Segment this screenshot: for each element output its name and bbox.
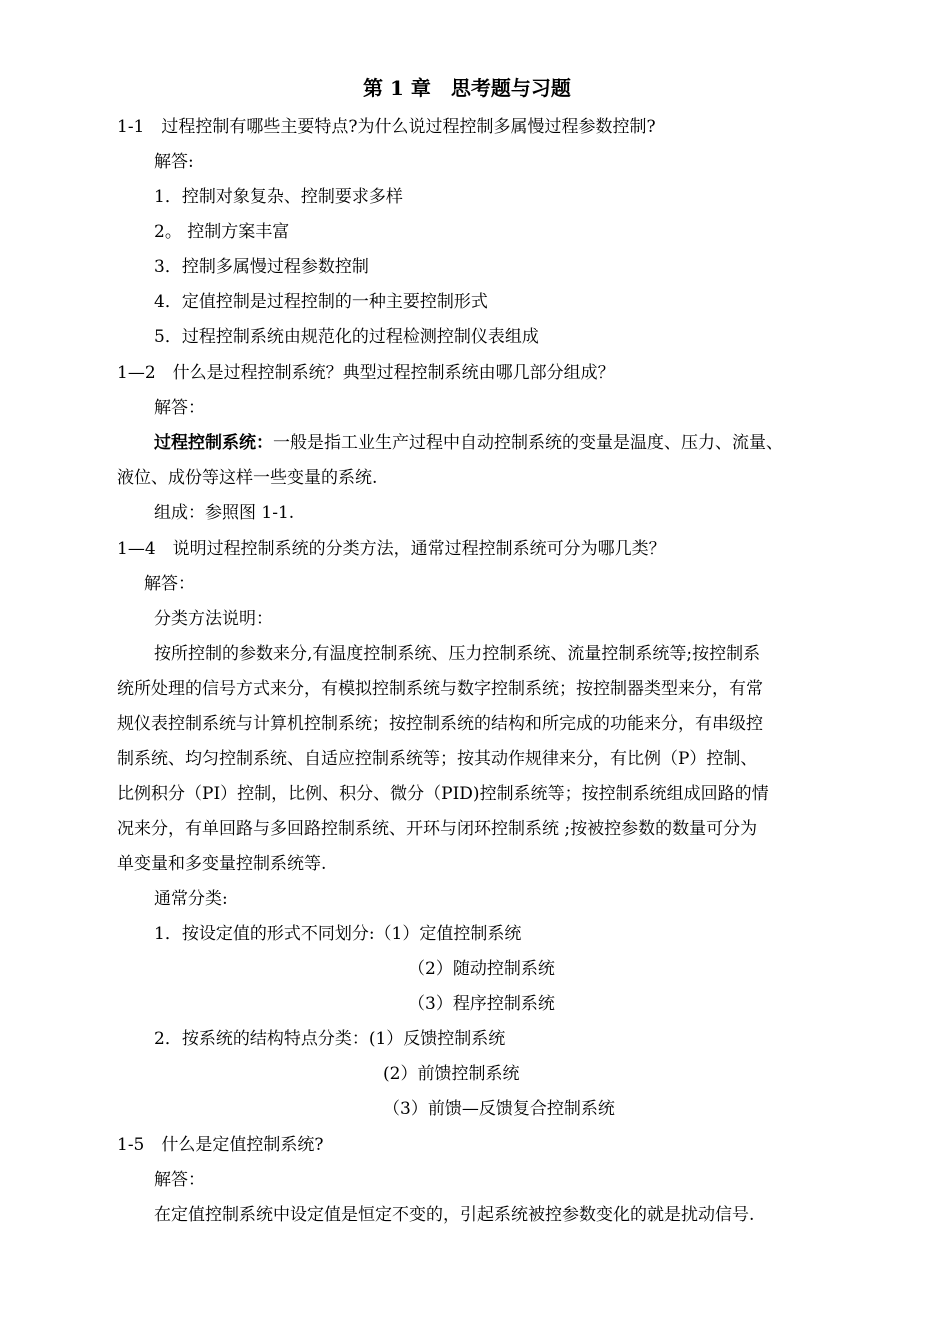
question-1-2: 1—2 什么是过程控制系统？典型过程控制系统由哪几部分组成？	[117, 363, 615, 383]
page-title: 第 1 章 思考题与习题	[363, 76, 571, 100]
answer-label: 解答：	[144, 574, 195, 594]
definition-term: 过程控制系统：	[154, 433, 273, 453]
paragraph-line: 统所处理的信号方式来分，有模拟控制系统与数字控制系统；按控制器类型来分，有常	[117, 679, 763, 699]
question-1-4: 1—4 说明过程控制系统的分类方法，通常过程控制系统可分为哪几类？	[117, 539, 666, 559]
classification-2-item: （3）前馈—反馈复合控制系统	[383, 1099, 615, 1119]
paragraph-line: 单变量和多变量控制系统等.	[117, 854, 327, 874]
question-1-5: 1-5 什么是定值控制系统?	[117, 1135, 324, 1155]
list-item: 4．定值控制是过程控制的一种主要控制形式	[154, 292, 488, 312]
definition-text: 一般是指工业生产过程中自动控制系统的变量是温度、压力、流量、	[273, 433, 783, 453]
classification-1-item: （2）随动控制系统	[408, 959, 555, 979]
answer-text: 在定值控制系统中设定值是恒定不变的，引起系统被控参数变化的就是扰动信号.	[154, 1205, 755, 1225]
paragraph-line: 况来分，有单回路与多回路控制系统、开环与闭环控制系统 ;按被控参数的数量可分为	[117, 819, 758, 839]
classification-1-item: （3）程序控制系统	[408, 994, 555, 1014]
classification-2: 2．按系统的结构特点分类：(1）反馈控制系统	[154, 1029, 506, 1049]
method-label: 分类方法说明：	[154, 609, 273, 629]
definition-line	[154, 431, 783, 455]
answer-label: 解答:	[154, 152, 194, 172]
list-item: 2。 控制方案丰富	[154, 222, 290, 242]
classification-1: 1．按设定值的形式不同划分:（1）定值控制系统	[154, 924, 522, 944]
answer-label: 解答：	[154, 1170, 205, 1190]
list-item: 5．过程控制系统由规范化的过程检测控制仪表组成	[154, 327, 539, 347]
paragraph-line: 比例积分（PI）控制，比例、积分、微分（PID)控制系统等；按控制系统组成回路的情	[117, 784, 769, 804]
paragraph-line: 规仪表控制系统与计算机控制系统；按控制系统的结构和所完成的功能来分，有串级控	[117, 714, 763, 734]
classification-2-item: (2）前馈控制系统	[383, 1064, 520, 1084]
paragraph-line: 按所控制的参数来分,有温度控制系统、压力控制系统、流量控制系统等;按控制系	[154, 644, 761, 664]
answer-label: 解答：	[154, 398, 205, 418]
usual-label: 通常分类:	[154, 889, 228, 909]
list-item: 3．控制多属慢过程参数控制	[154, 257, 369, 277]
list-item: 1．控制对象复杂、控制要求多样	[154, 187, 403, 207]
definition-continuation: 液位、成份等这样一些变量的系统.	[117, 468, 378, 488]
question-1-1: 1-1 过程控制有哪些主要特点?为什么说过程控制多属慢过程参数控制?	[117, 117, 656, 137]
composition-line: 组成：参照图 1-1.	[154, 503, 295, 523]
paragraph-line: 制系统、均匀控制系统、自适应控制系统等；按其动作规律来分，有比例（P）控制、	[117, 749, 758, 769]
